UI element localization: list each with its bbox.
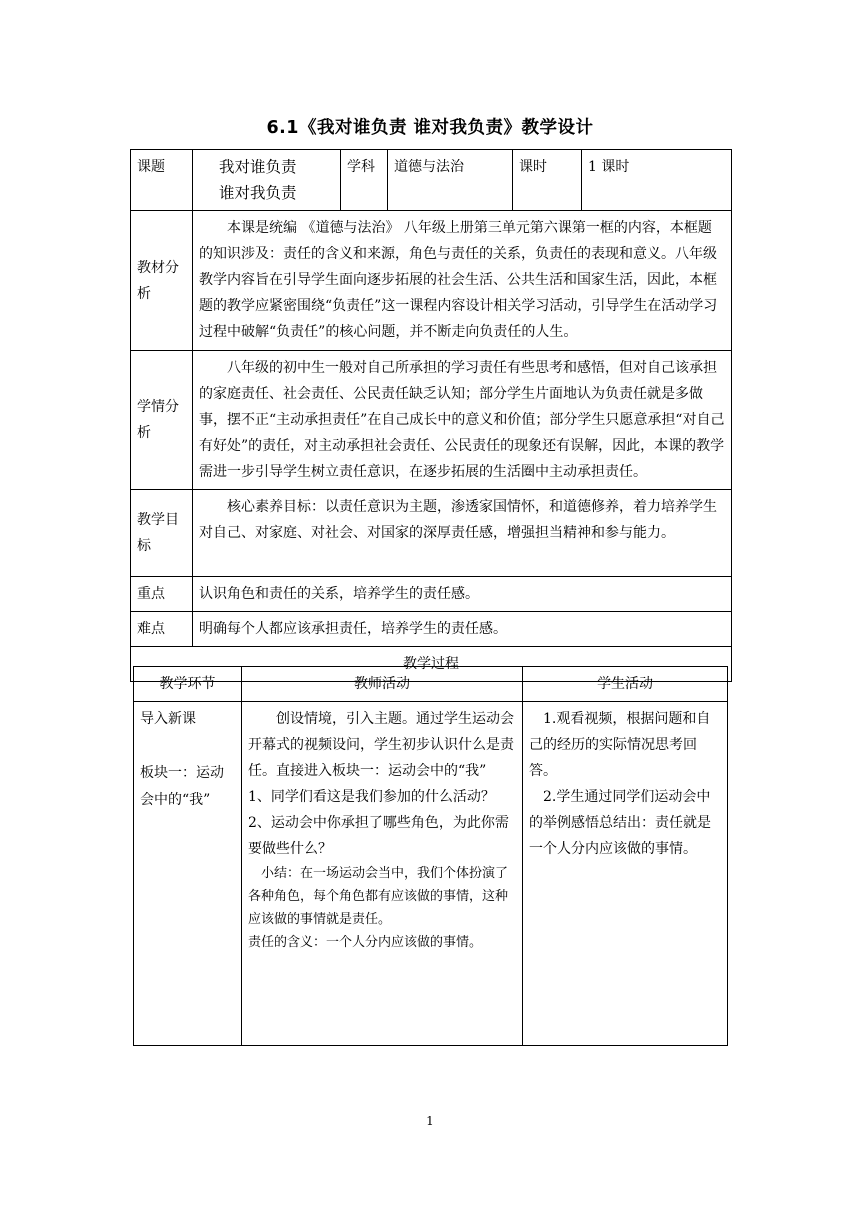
hours-label: 课时: [513, 150, 582, 211]
subject-label: 学科: [341, 150, 388, 211]
student-analysis-label: 学情分析: [131, 351, 193, 490]
teacher-header: 教师活动: [242, 667, 523, 702]
process-content-row: [134, 702, 728, 1046]
hours-value: 1 课时: [582, 150, 732, 211]
material-text: 本课是统编 《道德与法治》 八年级上册第三单元第六课第一框的内容，本框题的知识涉及：责任的含义和来源，角色与责任的关系，负责任的表现和意义。八年级教学内容旨在引导学生面向逐步拓展的社会生活、公共生活和国家生活，因此，本框题的教学应紧密围绕“负责任”这一课程内容设计相关学习活动，引导学生在活动学习过程中破解“负责任”的核心问题，并不断走向负责任的人生。: [193, 211, 732, 351]
teacher-definition: 责任的含义：一个人分内应该做的事情。: [248, 935, 483, 950]
stage-header: 教学环节: [134, 667, 242, 702]
goal-row: [131, 490, 732, 577]
topic-row: [131, 150, 732, 211]
topic-line-2: 谁对我负责: [219, 184, 297, 202]
subject-value: 道德与法治: [388, 150, 513, 211]
student-answer-1: 1.观看视频，根据问题和自己的经历的实际情况思考回答。: [529, 711, 711, 779]
process-column-header-row: [134, 667, 728, 702]
page-number: 1: [426, 1114, 434, 1128]
stage-intro: 导入新课: [140, 711, 196, 727]
document-title: 6.1《我对谁负责 谁对我负责》教学设计: [266, 118, 594, 138]
lesson-info-table: [130, 149, 732, 682]
teacher-intro: 创设情境，引入主题。通过学生运动会开幕式的视频设问，学生初步认识什么是责任。直接进入板块一：运动会中的“我”: [248, 711, 514, 779]
difficult-point-label: 难点: [131, 612, 193, 647]
student-activity-cell: [523, 702, 728, 1046]
goal-text: 核心素养目标：以责任意识为主题，渗透家国情怀，和道德修养，着力培养学生对自己、对家庭、对社会、对国家的深厚责任感，增强担当精神和参与能力。: [193, 490, 732, 577]
teaching-process-table: [133, 666, 728, 1046]
student-answer-2: 2.学生通过同学们运动会中的举例感悟总结出：责任就是一个人分内应该做的事情。: [529, 789, 711, 857]
teacher-question-1: 1、同学们看这是我们参加的什么活动？: [248, 789, 495, 805]
student-analysis-text: 八年级的初中生一般对自己所承担的学习责任有些思考和感悟，但对自己该承担的家庭责任、社会责任、公民责任缺乏认知；部分学生片面地认为负责任就是多做事，摆不正“主动承担责任”在自己成长中的意义和价值；部分学生只愿意承担“对自己有好处”的责任，对主动承担社会责任、公民责任的现象还有误解，因此，本课的教学需进一步引导学生树立责任意识，在逐步拓展的生活圈中主动承担责任。: [193, 351, 732, 490]
stage-cell: [134, 702, 242, 1046]
material-label: 教材分析: [131, 211, 193, 351]
topic-value: [193, 150, 341, 211]
student-header: 学生活动: [523, 667, 728, 702]
teacher-question-2: 2、运动会中你承担了哪些角色，为此你需要做些什么？: [248, 815, 509, 857]
student-analysis-row: [131, 351, 732, 490]
key-point-row: [131, 577, 732, 612]
key-point-label: 重点: [131, 577, 193, 612]
difficult-point-text: 明确每个人都应该承担责任，培养学生的责任感。: [193, 612, 732, 647]
key-point-text: 认识角色和责任的关系，培养学生的责任感。: [193, 577, 732, 612]
difficult-point-row: [131, 612, 732, 647]
teacher-summary: 小结：在一场运动会当中，我们个体扮演了各种角色，每个角色都有应该做的事情，这种应该做的事情就是责任。: [248, 866, 509, 927]
stage-block-1: 板块一：运动会中的“我”: [140, 765, 224, 808]
process-label: 教学过程: [131, 647, 732, 682]
teacher-activity-cell: [242, 702, 523, 1046]
topic-line-1: 我对谁负责: [219, 158, 297, 176]
material-row: [131, 211, 732, 351]
topic-label: 课题: [131, 150, 193, 211]
goal-label: 教学目标: [131, 490, 193, 577]
